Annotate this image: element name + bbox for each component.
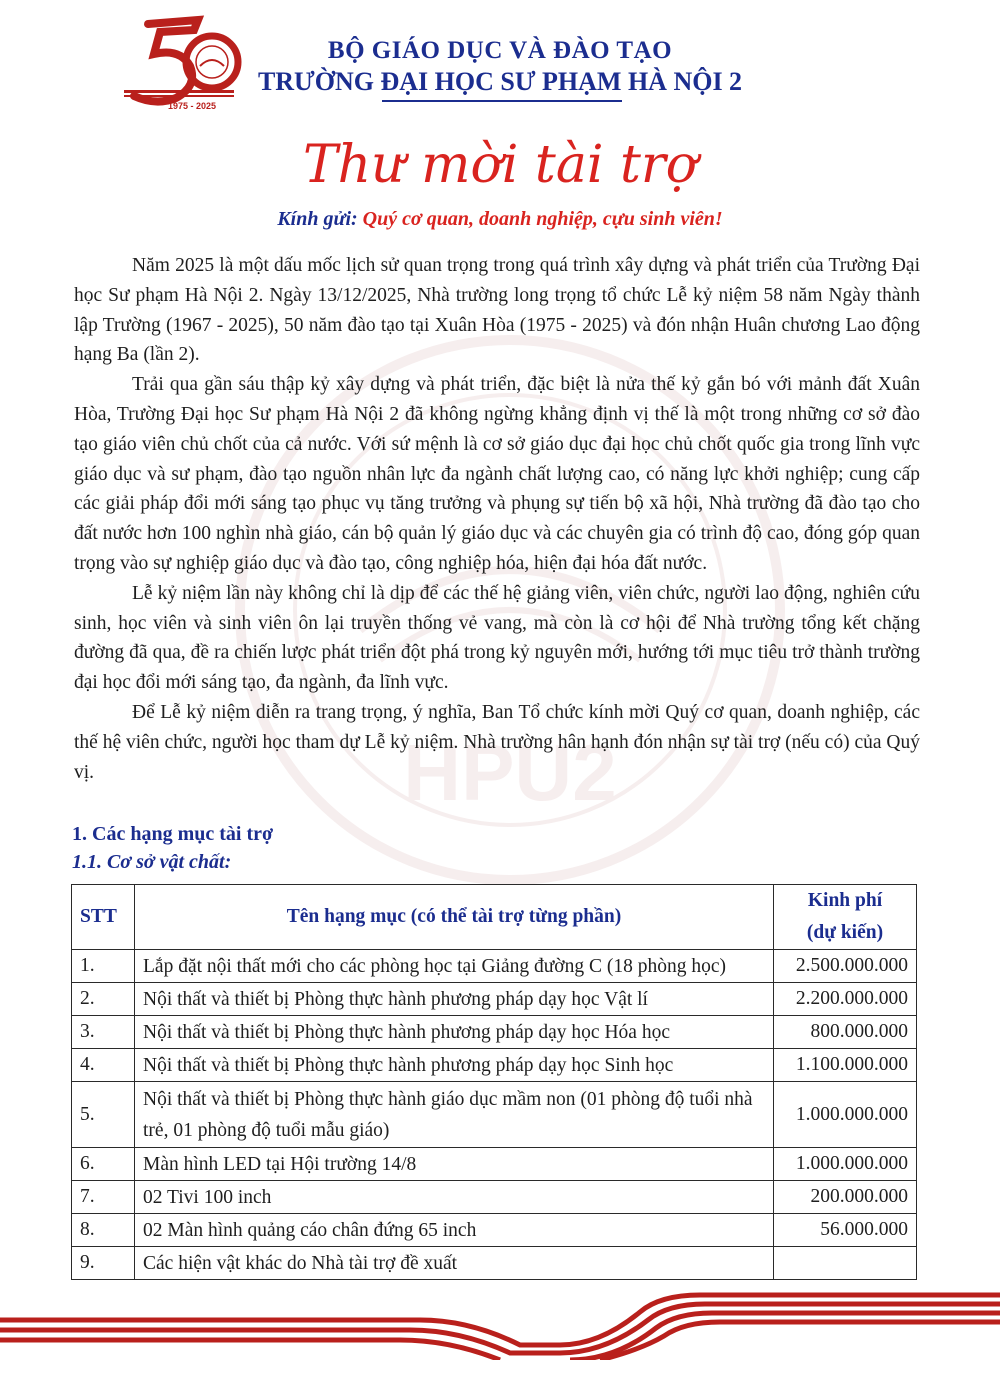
row-item-name: Nội thất và thiết bị Phòng thực hành phương pháp dạy học Sinh học: [135, 1049, 774, 1082]
footer-decorative-stripes: [0, 1290, 1000, 1360]
header-cost-line2: (dự kiến): [806, 922, 884, 943]
header-item-name: Tên hạng mục (có thể tài trợ từng phần): [135, 885, 774, 950]
sponsorship-items-table: [71, 884, 917, 1280]
row-number: 8.: [72, 1214, 135, 1247]
header-stt: STT: [72, 885, 135, 950]
row-number: 7.: [72, 1181, 135, 1214]
row-cost: 2.200.000.000: [774, 983, 917, 1016]
row-cost: 1.100.000.000: [774, 1049, 917, 1082]
row-number: 2.: [72, 983, 135, 1016]
table-row: [72, 1082, 917, 1148]
salutation: [0, 208, 1000, 231]
row-cost: 200.000.000: [774, 1181, 917, 1214]
header-underline: [382, 100, 622, 102]
paragraph: Để Lễ kỷ niệm diễn ra trang trọng, ý nghĩa, Ban Tổ chức kính mời Quý cơ quan, doanh nghiệp, các thế hệ viên chức, người học tham dự Lễ kỷ niệm. Nhà trường hân hạnh đón nhận sự tài trợ (nếu có) của Quý vị.: [74, 701, 920, 783]
row-number: 3.: [72, 1016, 135, 1049]
university-name: TRƯỜNG ĐẠI HỌC SƯ PHẠM HÀ NỘI 2: [257, 67, 743, 96]
paragraph: Năm 2025 là một dấu mốc lịch sử quan trọng trong quá trình xây dựng và phát triển của Trường Đại học Sư phạm Hà Nội 2. Ngày 13/12/2025, Nhà trường long trọng tổ chức Lễ kỷ niệm 58 năm Ngày thành lập Trường (1967 - 2025), 50 năm đào tạo tại Xuân Hòa (1975 - 2025) và đón nhận Huân chương Lao động hạng Ba (lần 2).: [74, 255, 920, 366]
header-cost: [774, 885, 917, 950]
watermark-text: HPU2: [403, 728, 617, 817]
row-cost: 1.000.000.000: [774, 1148, 917, 1181]
header-cost-line1: Kinh phí: [807, 890, 883, 911]
row-item-name: 02 Màn hình quảng cáo chân đứng 65 inch: [135, 1214, 774, 1247]
table-row: [72, 983, 917, 1016]
row-item-name: Lắp đặt nội thất mới cho các phòng học tại Giảng đường C (18 phòng học): [135, 950, 774, 983]
row-cost: [774, 1247, 917, 1280]
row-item-name: Nội thất và thiết bị Phòng thực hành giáo dục mầm non (01 phòng độ tuổi nhà trẻ, 01 phòng độ tuổi mẫu giáo): [135, 1082, 774, 1148]
section-heading: 1. Các hạng mục tài trợ: [72, 823, 274, 845]
table-row: [72, 1049, 917, 1082]
row-item-name: Nội thất và thiết bị Phòng thực hành phương pháp dạy học Hóa học: [135, 1016, 774, 1049]
letterhead: [250, 36, 750, 98]
row-number: 1.: [72, 950, 135, 983]
row-number: 6.: [72, 1148, 135, 1181]
row-number: 9.: [72, 1247, 135, 1280]
paragraph: Lễ kỷ niệm lần này không chỉ là dịp để các thế hệ giảng viên, viên chức, người lao động, nghiên cứu sinh, học viên và sinh viên ôn lại truyền thống vẻ vang, mà còn là cơ hội để Nhà trường tổng kết chặng đường đã qua, đề ra chiến lược phát triển đột phá trong kỷ nguyên mới, hướng tới mục tiêu trở thành trường đại học đổi mới sáng tạo, đa ngành, đa lĩnh vực.: [74, 582, 920, 694]
table-header-row: [72, 885, 917, 950]
row-cost: 2.500.000.000: [774, 950, 917, 983]
table-row: [72, 1214, 917, 1247]
paragraph: Trải qua gần sáu thập kỷ xây dựng và phát triển, đặc biệt là nửa thế kỷ gắn bó với mảnh đất Xuân Hòa, Trường Đại học Sư phạm Hà Nội 2 đã không ngừng khẳng định vị thế là một trong những cơ sở đào tạo giáo viên chủ chốt của cả nước. Với sứ mệnh là cơ sở giáo dục đại học chủ chốt quốc gia trong lĩnh vực giáo dục và sư phạm, đào tạo nguồn nhân lực đa ngành chất lượng cao, có năng lực khởi nghiệp; cung cấp các giải pháp đổi mới sáng tạo phục vụ tăng trưởng và phụng sự tiến bộ xã hội, Nhà trường đã đào tạo cho đất nước hơn 100 nghìn nhà giáo, cán bộ quản lý giáo dục và các chuyên gia có trình độ cao, đóng góp quan trọng vào sự nghiệp giáo dục và đào tạo, công nghiệp hóa, hiện đại hóa đất nước.: [74, 374, 920, 574]
subsection-heading: 1.1. Cơ sở vật chất:: [72, 851, 232, 873]
row-cost: 56.000.000: [774, 1214, 917, 1247]
letter-body: [74, 251, 920, 787]
table-row: [72, 1148, 917, 1181]
anniversary-50-logo: [120, 14, 250, 114]
salutation-label: Kính gửi:: [277, 208, 358, 230]
table-row: [72, 950, 917, 983]
ministry-name: BỘ GIÁO DỤC VÀ ĐÀO TẠO: [327, 37, 673, 64]
table-row: [72, 1247, 917, 1280]
row-cost: 1.000.000.000: [774, 1082, 917, 1148]
row-item-name: Các hiện vật khác do Nhà tài trợ đề xuất: [135, 1247, 774, 1280]
table-row: [72, 1181, 917, 1214]
row-number: 5.: [72, 1082, 135, 1148]
row-item-name: Nội thất và thiết bị Phòng thực hành phương pháp dạy học Vật lí: [135, 983, 774, 1016]
logo-years: 1975 - 2025: [167, 101, 217, 111]
row-item-name: Màn hình LED tại Hội trường 14/8: [135, 1148, 774, 1181]
salutation-recipients: Quý cơ quan, doanh nghiệp, cựu sinh viên!: [362, 208, 723, 230]
row-item-name: 02 Tivi 100 inch: [135, 1181, 774, 1214]
row-cost: 800.000.000: [774, 1016, 917, 1049]
row-number: 4.: [72, 1049, 135, 1082]
letter-title: Thư mời tài trợ: [302, 135, 698, 195]
table-row: [72, 1016, 917, 1049]
